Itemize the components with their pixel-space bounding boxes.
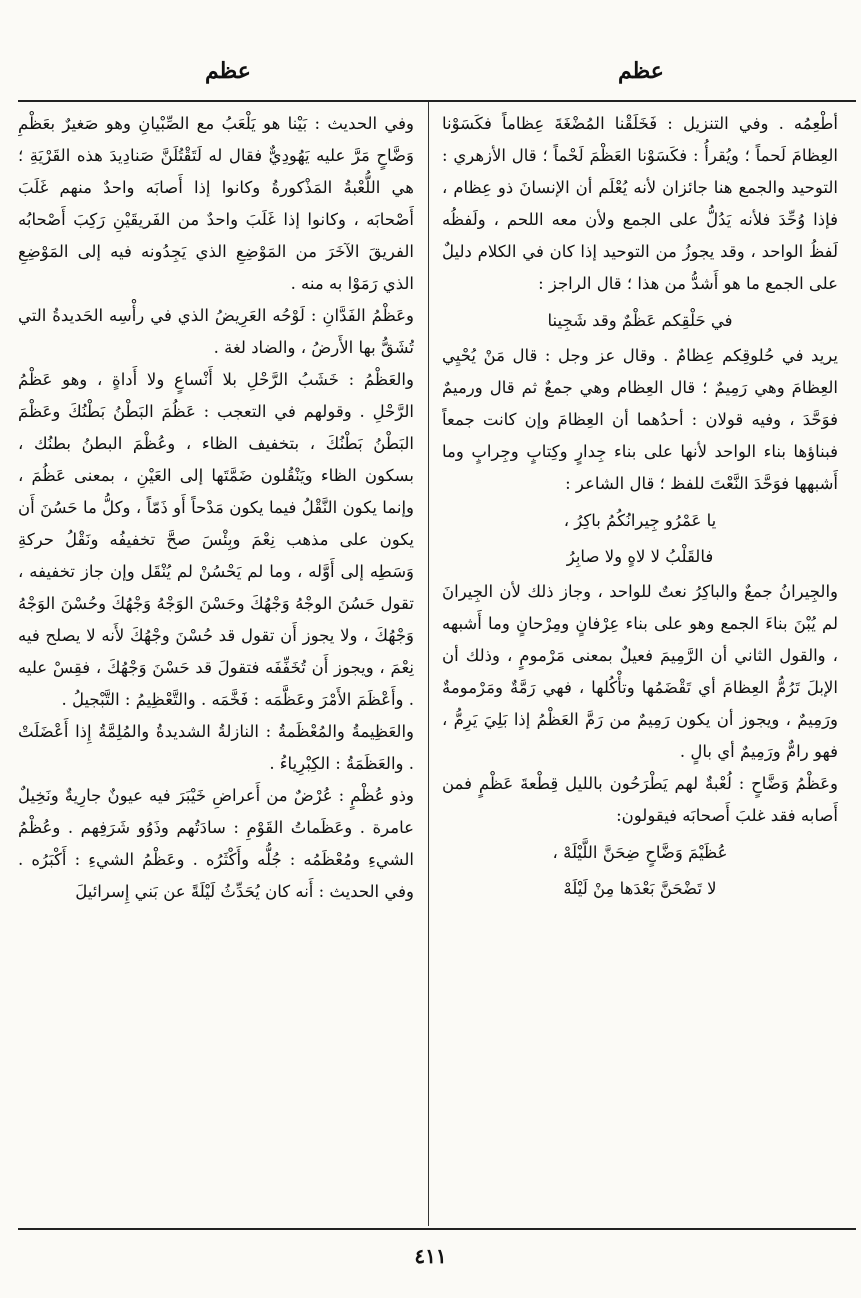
page-number: ٤١١ xyxy=(414,1244,447,1268)
verse-line: عُظَيْمَ وَضَّاحٍ ضِحَنَّ اللَّيْلَهْ ، xyxy=(552,843,728,862)
header-rule xyxy=(18,100,856,102)
right-paragraph-3: والجِيرانُ جمعٌ والباكِرُ نعتٌ للواحد ، وجاز ذلك لأن الجِيرانَ لم يُبْنَ بناءَ الجمع وهو على بناء عِرْفانٍ ومِرْحانٍ وما أَشبهه ، والقول الثاني أن الرَّمِيمَ فعيلٌ بمعنى مَرْمومٍ ، وذلك أن الإبلَ تَرُمُّ العِظامَ أي تَقْضَمُها وتأْكُلها ، فهي رَمَّةٌ ومَرْمومةٌ ورَمِيمٌ ، ويجوز أن يكون رَمِيمٌ من رَمَّ العَظْمُ إذا بَلِيَ يَرِمُّ ، فهو رامٌّ ورَمِيمٌ أي بالٍ . xyxy=(442,582,838,761)
verse-line: يا عَمْرُو جِيرانُكُمُ باكِرُ ، xyxy=(563,511,717,530)
verse-line: في حَلْقِكم عَظْمٌ وقد شَجِينا xyxy=(547,311,733,330)
right-column xyxy=(442,108,838,1218)
left-paragraph-5: وذو عُظْمٍ : عُرْضٌ من أَعراضِ خَيْبَرَ فيه عيونٌ جارِيةٌ ونَخِيلٌ عامرة . وعَظَماتُ القَوْمِ : سادَتُهم وذَوُو شَرَفِهم . وعُظْمُ الشيءِ ومُعْظَمُه : جُلُّه وأَكْثَرُه . وعَظْمُ الشيءِ : أَكْبَرُه . وفي الحديث : أَنه كان يُحَدِّثُ لَيْلَةً عن بَني إِسرائيلَ xyxy=(18,786,414,901)
left-paragraph-4: والعَظِيمةُ والمُعْظَمةُ : النازلةُ الشديدةُ والمُلِمَّةُ إِذا أَعْضَلَتْ . والعَظَمَةُ : الكِبْرِياءُ . xyxy=(18,722,414,773)
right-paragraph-1: أطْعِمُه . وفي التنزيل : فَخَلَقْنا المُضْغَةَ عِظاماً فكَسَوْنا العِظامَ لَحماً ؛ ويُقرأُ : فكَسَوْنا العَظْمَ لَحْماً ؛ قال الأزهري : التوحيد والجمع هنا جائزان لأنه يُعْلَم أن الإنسانَ ذو عِظام ، فإذا وُحِّدَ فلأنه يَدُلُّ على الجمع ولأن معه اللحم ، ولَفظُه لَفظُ الواحد ، وقد يجوزُ من التوحيد إذا كان في الكلام دليلٌ على الجمع ما هو أَشدُّ من هذا ؛ قال الراجز : xyxy=(442,114,838,293)
column-divider xyxy=(428,102,429,1226)
left-column xyxy=(18,108,414,1218)
left-paragraph-2: وعَظْمُ الفَدَّانِ : لَوْحُه العَرِيضُ الذي في رأْسِه الحَديدةُ التي تُشَقُّ بها الأَرضُ ، والضاد لغة . xyxy=(18,306,414,357)
left-paragraph-1: وفي الحديث : بَيْنا هو يَلْعَبُ مع الصِّبْيانِ وهو صَغيرٌ بعَظْمِ وَضَّاحٍ مَرَّ عليه يَهُودِيٌّ فقال له لَتَقْتُلَنَّ صَنادِيدَ هذه القَرْيَةِ ؛ هي اللُّعْبةُ المَذْكورةُ وكانوا إذا أَصابَه واحدٌ منهم غَلَبَ أَصْحابَه ، وكانوا إذا غَلَبَ واحدٌ من الفَريقَيْنِ رَكِبَ أَصْحابُه الفريقَ الآخَرَ من المَوْضِعِ الذي يَجِدُونه فيه إلى المَوْضِعِ الذي رَمَوْا به منه . xyxy=(18,114,414,293)
right-paragraph-4: وعَظْمُ وَضَّاحٍ : لُعْبةٌ لهم يَطْرَحُون بالليل قِطْعةَ عَظْمٍ فمن أَصابه فقد غلبَ أَصحابَه فيقولون: xyxy=(442,774,838,825)
right-paragraph-2: يريد في حُلوقِكم عِظامٌ . وقال عز وجل : قال مَنْ يُحْيِي العِظامَ وهي رَمِيمٌ ؛ قال العِظام وهي جمعٌ ثم قال ورميمٌ فوَحَّدَ ، وفيه قولان : أحدُهما أن العِظامَ وإن كانت جمعاً فبناؤها بناء الواحد لأنها على بناء جِدارٍ وكِتابٍ وجِرابٍ وما أَشبهها فوَحَّدَ النَّعْتَ للفظ ؛ قال الشاعر : xyxy=(442,346,838,493)
left-paragraph-3: والعَظْمُ : خَشَبُ الرَّحْلِ بلا أَنْساعٍ ولا أَداةٍ ، وهو عَظْمُ الرَّحْلِ . وقولهم في التعجب : عَظُمَ البَطْنُ بَطْنُكَ وعَظْمَ البَطْنُ بَطْنُكَ ، بتخفيف الظاء ، وعُظْمَ البطنُ بطنُك ، بسكون الظاء ويَنْقُلون ضَمَّتَها إلى العَيْنِ ، بمعنى عَظُمَ ، وإنما يكون النَّقْلُ فيما يكون مَدْحاً أَو ذَمّاً ، وكلُّ ما حَسُنَ أَن يكون على مذهب نِعْمَ وبِئْسَ صحَّ تخفيفُه ونَقْلُ حركةِ وَسَطِه إلى أَوَّله ، وما لم يَحْسُنْ لم يُنْقَل وإن جاز تخفيفه ، تقول حَسُنَ الوجْهُ وَجْهُكَ وحَسْنَ الوَجْهُ وَجْهُكَ وحُسْنَ الوَجْهُ وَجْهُكَ ، ولا يجوز أَن تقول قد حُسْنَ وجْهُكَ لأَنه لا يصلح فيه نِعْمَ ، ويجوز أَن تُخَفِّفَه فتقولَ قد حَسْنَ وَجْهُكَ ، فقِسْ عليه . وأَعْظَمَ الأَمْرَ وعَظَّمَه : فَخَّمَه . والتَّعْظِيمُ : التَّبْجيلُ . xyxy=(18,370,414,709)
running-header-right: عظم xyxy=(618,58,664,84)
verse-line: فالقَلْبُ لا لاهٍ ولا صابِرُ xyxy=(566,547,714,566)
running-header-left: عظم xyxy=(205,58,251,84)
footer-rule xyxy=(18,1228,856,1230)
verse-line: لا تَضْحَنَّ بَعْدَها مِنْ لَيْلَهْ xyxy=(563,879,717,898)
